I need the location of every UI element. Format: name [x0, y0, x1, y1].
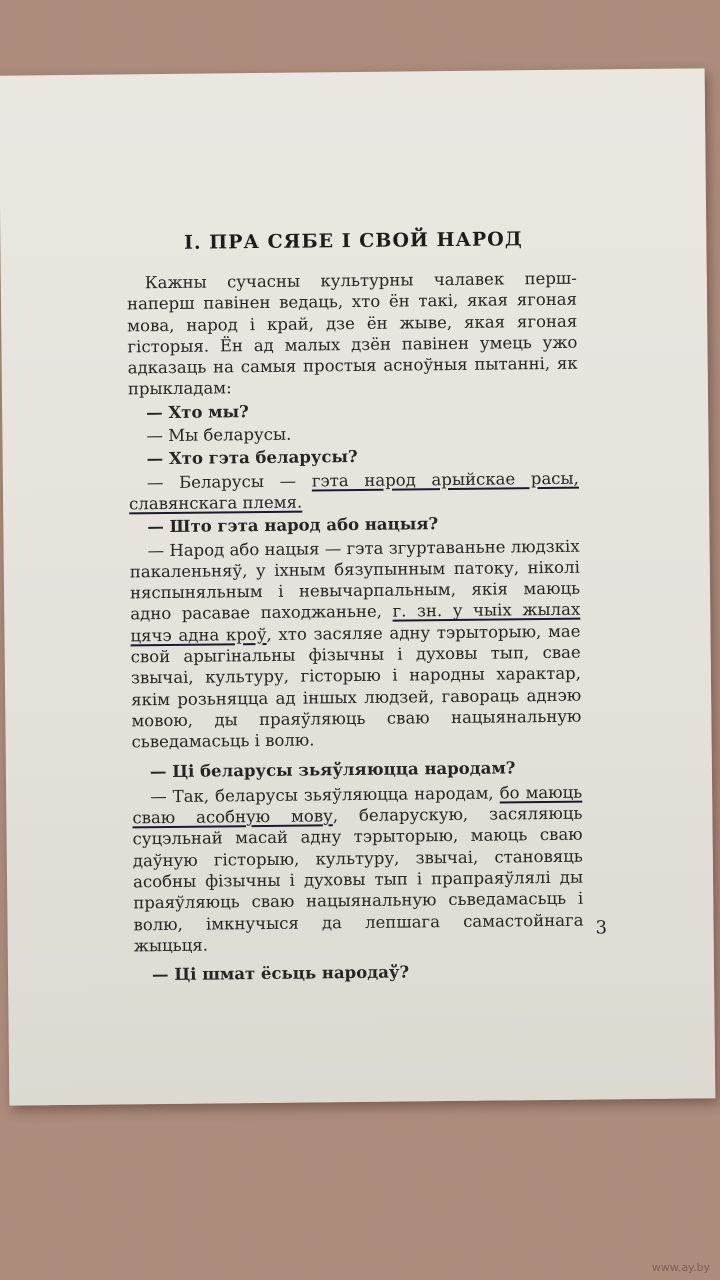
answer-1: — Мы беларусы. — [146, 424, 292, 446]
answer-3-end: , хто засяляе адну тэрыторыю, мае свой арыгінальны фізычны і духовы тып, свае звычаі, культуру, гісторыю і народны характар, якім розьняцца ад іншых людзей, гавораць аднэю мовою, ды праяўляюць сваю нацыянальную сьведамасьць і волю. — [130, 621, 582, 752]
answer-4-start: — Так, беларусы зьяўляюцца народам, — [150, 783, 500, 807]
answer-3 — [129, 535, 581, 753]
chapter-title: I. ПРА СЯБЕ І СВОЙ НАРОД — [183, 228, 523, 254]
intro-paragraph: Кажны сучасны культурны чалавек перш-наперш павінен ведаць, хто ён такі, якая ягоная мова, народ і край, дзе ён жыве, якая ягоная гісторыя. Ён ад малых дзён павінен умець ужо адказаць на самыя простыя асноўныя пытанні, як прыкладам: — [126, 268, 578, 399]
book-page — [0, 68, 715, 1105]
question-4: — Ці беларусы зьяўляюцца народам? — [149, 757, 516, 781]
page-number: 3 — [595, 917, 608, 939]
page-body — [127, 268, 584, 990]
question-2: — Хто гэта беларусы? — [146, 447, 358, 469]
answer-4-underlined: бо маюць сваю асобную мову — [132, 782, 583, 828]
answer-4 — [132, 781, 584, 956]
answer-4-end: , беларускую, засяляюць суцэльнай масай адну тэрыторыю, маюць сваю даўную гісторыю, культуру, звычаі, становяць асобны фізычны і духовы тып і прапраяўлялі ды праяўляюць сваю нацыянальную сьведамасьць і волю, імкнучыся да лепшага самастойнага жыцьця. — [132, 803, 584, 956]
question-1: — Хто мы? — [146, 401, 249, 422]
watermark: www.ay.by — [651, 1261, 710, 1274]
answer-3-underlined: г. зн. у чыіх жылах цячэ адна кроў — [130, 600, 581, 646]
question-5: — Ці шмат ёсьць народаў? — [151, 962, 410, 985]
answer-2 — [129, 467, 579, 514]
answer-2-underlined: гэта народ арыйскае расы, славянскага племя. — [129, 468, 579, 514]
answer-2-start: — Беларусы — — [146, 471, 312, 492]
answer-3-start: — Народ або нацыя — гэта згуртаваньне людзкіх пакаленьняў, у іхным бязупынным патоку, ніколі няспыняльным і невычарпальным, якія маюць адно расавае паходжаньне, — [129, 536, 581, 624]
question-3: — Што гэта народ або нацыя? — [147, 514, 439, 537]
